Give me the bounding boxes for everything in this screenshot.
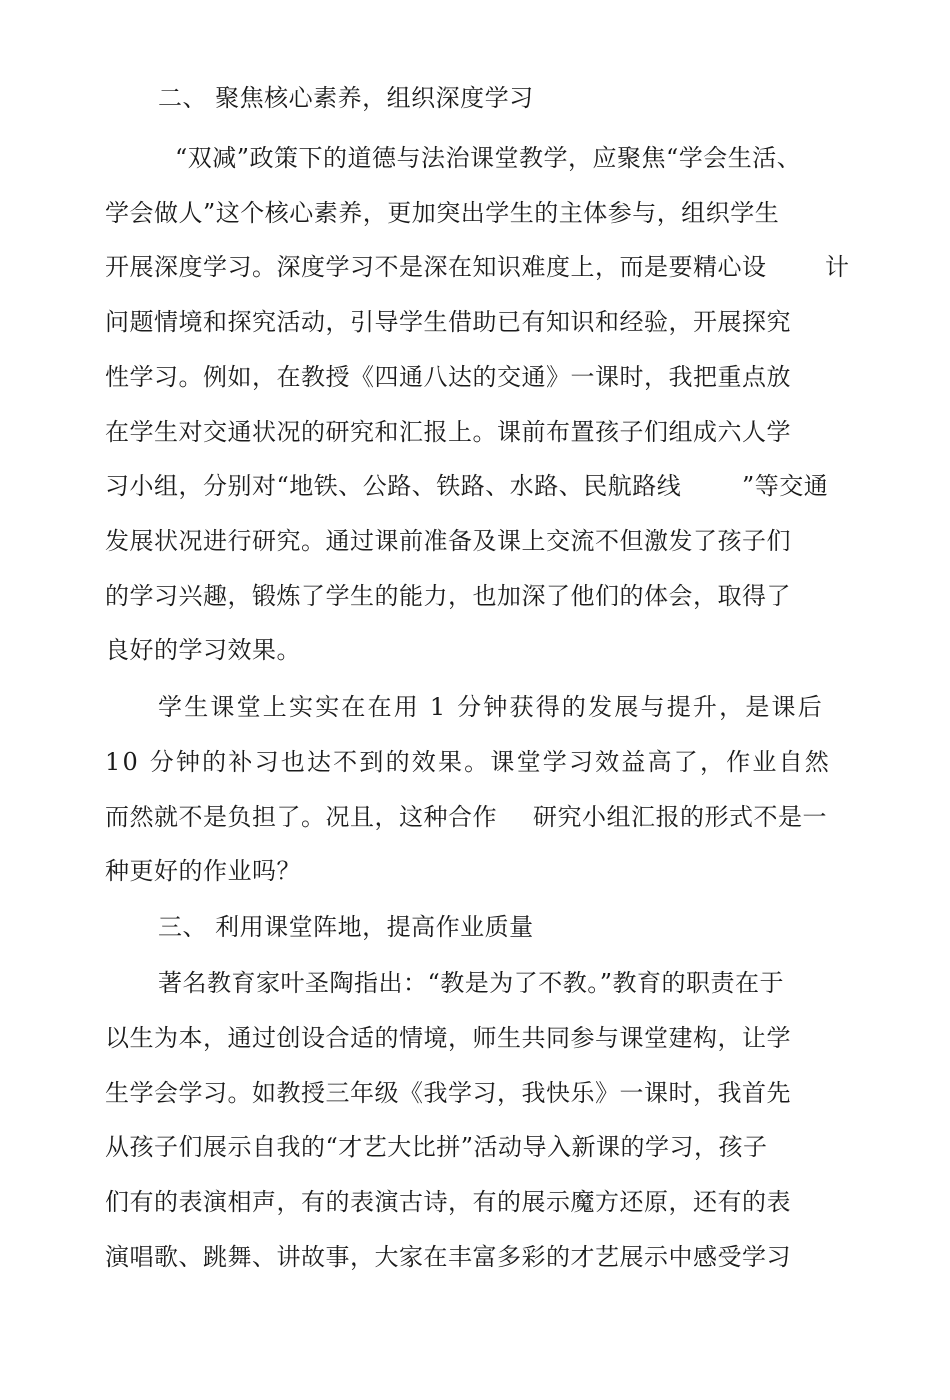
paragraph-line: 性学习。例如，在教授《四通八达的交通》一课时，我把重点放 bbox=[105, 363, 791, 391]
paragraph-line: 习小组，分别对“地铁、公路、铁路、水路、民航路线 bbox=[105, 472, 682, 500]
paragraph-line: “双减”政策下的道德与法治课堂教学，应聚焦“学会生活、 bbox=[175, 144, 802, 172]
paragraph-line: 问题情境和探究活动，引导学生借助已有知识和经验，开展探究 bbox=[105, 308, 791, 336]
paragraph-line: 良好的学习效果。 bbox=[105, 636, 301, 664]
paragraph-line-fragment: 计 bbox=[825, 253, 850, 281]
paragraph-line-fragment: 研究小组汇报的形式不是一 bbox=[533, 803, 827, 831]
paragraph-line: 种更好的作业吗？ bbox=[105, 857, 301, 885]
paragraph-line: 在学生对交通状况的研究和汇报上。课前布置孩子们组成六人学 bbox=[105, 418, 791, 446]
paragraph-line: 学生课堂上实实在在用 1 分钟获得的发展与提升，是课后 bbox=[158, 693, 824, 721]
paragraph-line: 而然就不是负担了。况且，这种合作 bbox=[105, 803, 497, 831]
paragraph-line: 发展状况进行研究。通过课前准备及课上交流不但激发了孩子们 bbox=[105, 527, 791, 555]
paragraph-line: 10 分钟的补习也达不到的效果。课堂学习效益高了，作业自然 bbox=[105, 748, 831, 776]
paragraph-line: 著名教育家叶圣陶指出：“教是为了不教。”教育的职责在于 bbox=[158, 969, 785, 997]
section-heading-3: 三、 利用课堂阵地，提高作业质量 bbox=[158, 913, 534, 941]
paragraph-line: 生学会学习。如教授三年级《我学习，我快乐》一课时，我首先 bbox=[105, 1079, 791, 1107]
paragraph-line: 以生为本，通过创设合适的情境，师生共同参与课堂建构，让学 bbox=[105, 1024, 791, 1052]
paragraph-line: 演唱歌、跳舞、讲故事，大家在丰富多彩的才艺展示中感受学习 bbox=[105, 1243, 791, 1271]
paragraph-line-fragment: ”等交通 bbox=[742, 472, 829, 500]
section-heading-2: 二、 聚焦核心素养，组织深度学习 bbox=[158, 84, 534, 112]
paragraph-line: 的学习兴趣，锻炼了学生的能力，也加深了他们的体会，取得了 bbox=[105, 582, 791, 610]
paragraph-line: 学会做人”这个核心素养，更加突出学生的主体参与，组织学生 bbox=[105, 199, 780, 227]
paragraph-line: 开展深度学习。深度学习不是深在知识难度上，而是要精心设 bbox=[105, 253, 767, 281]
paragraph-line: 们有的表演相声，有的表演古诗，有的展示魔方还原，还有的表 bbox=[105, 1188, 791, 1216]
paragraph-line: 从孩子们展示自我的“才艺大比拼”活动导入新课的学习，孩子 bbox=[105, 1133, 768, 1161]
